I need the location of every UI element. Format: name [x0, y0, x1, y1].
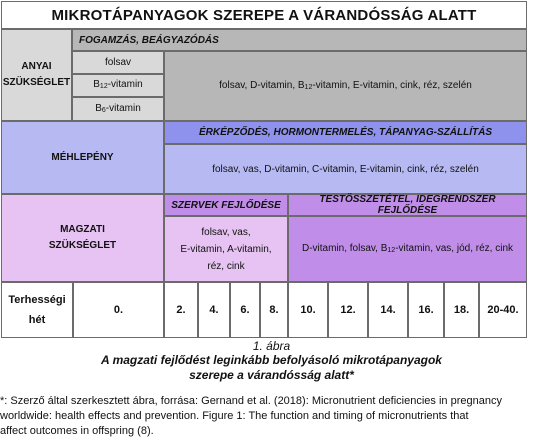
figure-title	[0, 353, 543, 383]
week-cell: 8.	[260, 282, 288, 338]
body-items: D-vitamin, folsav, $B_{12}$-vitamin, vas, jód, réz, cink	[288, 216, 527, 282]
b6-suffix: -vitamin	[105, 102, 141, 114]
anyai-header-text: FOGAMZÁS, BEÁGYAZÓDÁS	[79, 34, 219, 46]
anyai-label-line2: SZÜKSÉGLET	[2, 77, 71, 88]
anyai-early-item: $B_{12}$-vitamin	[72, 74, 164, 97]
magzati-label-line1: MAGZATI	[60, 224, 105, 235]
figure-title-line2: szerepe a várandósság alatt*	[189, 368, 354, 382]
week-cell: 20-40.	[479, 282, 527, 338]
mehlepeny-label: MÉHLEPÉNY	[51, 151, 114, 163]
organ-items: folsav, vas, E-vitamin, A-vitamin, réz, cink	[164, 216, 288, 282]
mehlepeny-header	[164, 121, 527, 144]
magzati-label-line2: SZÜKSÉGLET	[48, 240, 117, 251]
week-cell: 4.	[198, 282, 230, 338]
magzati-row-label	[1, 194, 164, 282]
body-header	[288, 194, 527, 216]
week-cell: 16.	[408, 282, 444, 338]
week-cell: 12.	[328, 282, 368, 338]
week-cell: 14.	[368, 282, 408, 338]
footnote	[0, 394, 543, 439]
figure-number: 1. ábra	[252, 339, 291, 353]
week-cell: 2.	[164, 282, 198, 338]
organ-header	[164, 194, 288, 216]
week-cell: 18.	[444, 282, 479, 338]
figure-title-line1: A magzati fejlődést leginkább befolyásoló mikrotápanyagok	[101, 353, 442, 367]
anyai-early-item: $B_6$-vitamin	[72, 97, 164, 121]
footnote-line1: *: Szerző által szerkesztett ábra, forrása: Gernand et al. (2018): Micronutrient deficiencies in pregnancy	[0, 395, 502, 407]
mehlepeny-row-label	[1, 121, 164, 194]
anyai-late-items: folsav, D-vitamin, $B_{12}$-vitamin, E-vitamin, cink, réz, szelén	[164, 51, 527, 121]
anyai-header	[72, 29, 527, 51]
week-label	[1, 282, 73, 338]
anyai-row-label	[1, 29, 72, 121]
week-label-line1: Terhességi	[8, 294, 66, 306]
organ-header-text: SZERVEK FEJLŐDÉSE	[171, 199, 281, 211]
week-cell: 6.	[230, 282, 260, 338]
week-cell: 10.	[288, 282, 328, 338]
week-cell: 0.	[73, 282, 164, 338]
footnote-line3: affect outcomes in offspring (8).	[0, 425, 154, 437]
anyai-label-line1: ANYAI	[21, 61, 52, 72]
table-title	[1, 1, 527, 29]
mehlepeny-items: folsav, vas, D-vitamin, C-vitamin, E-vitamin, cink, réz, szelén	[164, 144, 527, 194]
body-header-text: TESTÖSSZETÉTEL, IDEGRENDSZER FEJLŐDÉSE	[319, 194, 496, 216]
b12-suffix: -vitamin	[107, 79, 143, 90]
week-label-line2: hét	[28, 314, 46, 326]
table-title-text: MIKROTÁPANYAGOK SZEREPE A VÁRANDÓSSÁG ALATT	[51, 6, 477, 24]
mehlepeny-header-text: ÉRKÉPZŐDÉS, HORMONTERMELÉS, TÁPANYAG-SZÁLLÍTÁS	[199, 127, 492, 138]
anyai-early-item: folsav	[72, 51, 164, 74]
footnote-line2: worldwide: health effects and prevention. Figure 1: The function and timing of micronutrients that	[0, 410, 469, 422]
